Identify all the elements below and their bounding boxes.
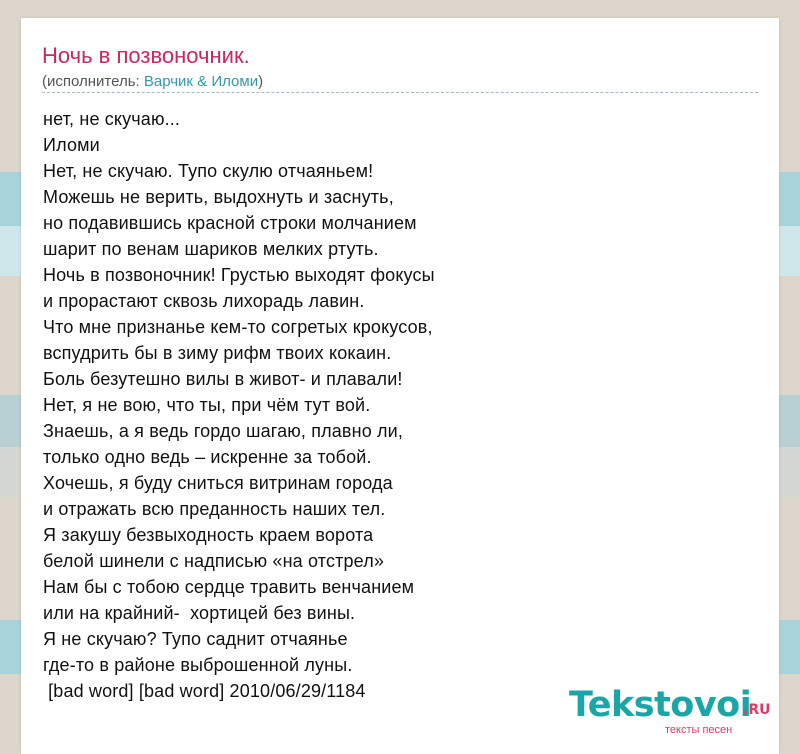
lyric-line: только одно ведь – искренне за тобой.: [43, 447, 372, 467]
lyric-line: вспудрить бы в зиму рифм твоих кокаин.: [43, 343, 392, 363]
logo-tld: .RU: [743, 702, 771, 718]
logo-tagline: тексты песен: [665, 724, 733, 736]
lyric-line: Нам бы с тобою сердце травить венчанием: [43, 577, 415, 597]
lyric-line: Знаешь, а я ведь гордо шагаю, плавно ли,: [43, 421, 404, 441]
artist-line: [42, 73, 263, 90]
lyric-line: Что мне признанье кем-то согретых крокусов,: [43, 317, 433, 337]
artist-link[interactable]: Варчик & Иломи: [143, 73, 259, 90]
lyric-line: [bad word] [bad word] 2010/06/29/1184: [43, 681, 366, 701]
lyric-line: но подавившись красной строки молчанием: [43, 213, 417, 233]
lyric-line: Нет, не скучаю. Тупо скулю отчаяньем!: [43, 161, 374, 181]
title-divider: [42, 92, 758, 93]
lyric-line: Иломи: [43, 135, 100, 155]
lyric-line: Я не скучаю? Тупо саднит отчаянье: [43, 629, 348, 649]
lyric-line: Я закушу безвыходность краем ворота: [43, 525, 374, 545]
song-title: Ночь в позвоночник.: [42, 43, 250, 68]
lyric-line: или на крайний- хортицей без вины.: [43, 603, 356, 623]
artist-prefix: (исполнитель:: [42, 73, 144, 90]
lyric-line: где-то в районе выброшенной луны.: [43, 655, 353, 675]
site-logo[interactable]: [569, 685, 779, 745]
logo-wordmark: Tekstovoi: [569, 685, 752, 725]
lyric-line: шарит по венам шариков мелких ртуть.: [43, 239, 379, 259]
lyrics-text: [43, 106, 743, 704]
lyric-line: и отражать всю преданность наших тел.: [43, 499, 386, 519]
lyric-line: белой шинели с надписью «на отстрел»: [43, 551, 385, 571]
lyrics-card: [21, 18, 779, 754]
lyric-line: Ночь в позвоночник! Грустью выходят фокусы: [43, 265, 435, 285]
lyric-line: нет, не скучаю...: [43, 109, 181, 129]
artist-suffix: ): [258, 73, 264, 90]
lyric-line: Нет, я не вою, что ты, при чём тут вой.: [43, 395, 371, 415]
lyric-line: и прорастают сквозь лихорадь лавин.: [43, 291, 365, 311]
lyric-line: Боль безутешно вилы в живот- и плавали!: [43, 369, 403, 389]
lyric-line: Хочешь, я буду сниться витринам города: [43, 473, 393, 493]
lyric-line: Можешь не верить, выдохнуть и заснуть,: [43, 187, 394, 207]
